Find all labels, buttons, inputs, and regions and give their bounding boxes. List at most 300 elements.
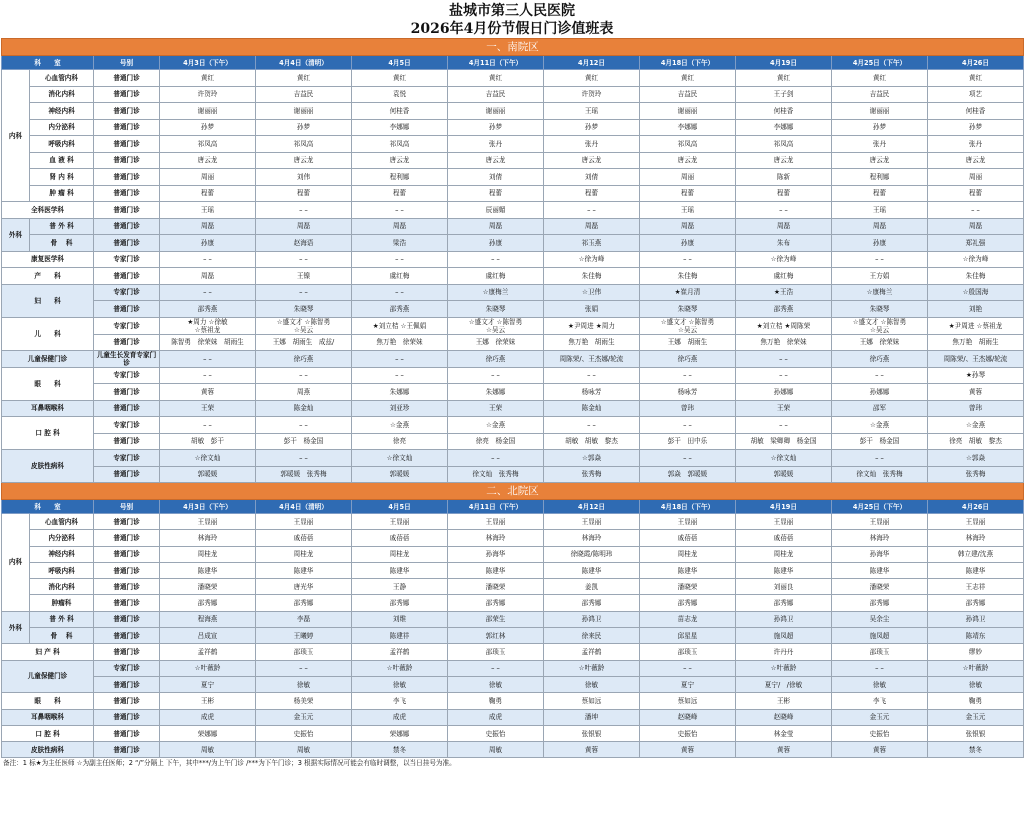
schedule-cell: 梁浩 bbox=[352, 235, 448, 252]
schedule-cell: 焦万艳 徐荣妹 bbox=[736, 334, 832, 350]
schedule-cell: 徐巧燕 bbox=[640, 350, 736, 367]
schedule-cell: ★尹周进 ☆蔡祖龙 bbox=[928, 317, 1024, 334]
schedule-cell: 王荣 bbox=[736, 400, 832, 417]
schedule-cell: 史振怡 bbox=[448, 725, 544, 741]
schedule-cell: 邵琐玉 bbox=[256, 644, 352, 660]
schedule-cell: – – bbox=[256, 202, 352, 219]
schedule-cell: 潘坤 bbox=[544, 709, 640, 725]
schedule-cell: – – bbox=[256, 367, 352, 384]
schedule-cell: 陈建华 bbox=[736, 562, 832, 578]
schedule-cell: – – bbox=[352, 367, 448, 384]
schedule-cell: 唐云龙 bbox=[256, 152, 352, 169]
schedule-cell: 刘亚珍 bbox=[352, 400, 448, 417]
dept-name: 产 科 bbox=[2, 268, 94, 285]
schedule-cell: ★孙琴 bbox=[928, 367, 1024, 384]
schedule-cell: 王瑶 bbox=[544, 103, 640, 120]
schedule-cell: – – bbox=[928, 202, 1024, 219]
table-row bbox=[2, 433, 1024, 450]
table-row bbox=[2, 400, 1024, 417]
schedule-cell: 唐云龙 bbox=[736, 152, 832, 169]
schedule-cell: 陈建华 bbox=[352, 562, 448, 578]
schedule-cell: 李娜娜 bbox=[352, 119, 448, 136]
schedule-cell: 许贺玲 bbox=[160, 86, 256, 103]
table-row bbox=[2, 742, 1024, 758]
schedule-cell: – – bbox=[640, 251, 736, 268]
header-cell: 号别 bbox=[94, 500, 160, 514]
schedule-cell: 姜凯 bbox=[544, 579, 640, 595]
table-row bbox=[2, 384, 1024, 401]
schedule-cell: – – bbox=[640, 417, 736, 434]
schedule-cell: – – bbox=[448, 660, 544, 676]
schedule-cell: 王志祥 bbox=[928, 579, 1024, 595]
table-row bbox=[2, 86, 1024, 103]
sub-dept: 肿 瘤 科 bbox=[30, 185, 94, 202]
schedule-cell: 孙梦 bbox=[160, 119, 256, 136]
table-row bbox=[2, 350, 1024, 367]
column-header-row bbox=[2, 500, 1024, 514]
schedule-cell: 邵秀娜 bbox=[448, 595, 544, 611]
schedule-cell: 荣娜娜 bbox=[352, 725, 448, 741]
table-row bbox=[2, 628, 1024, 644]
schedule-cell: 徐亮 bbox=[352, 433, 448, 450]
schedule-cell: ★刘立桔 ☆王佩娟 bbox=[352, 317, 448, 334]
header-cell: 4月4日（清明） bbox=[256, 56, 352, 70]
schedule-cell: 施凤超 bbox=[736, 628, 832, 644]
table-row bbox=[2, 119, 1024, 136]
schedule-cell: 邵秀娜 bbox=[160, 595, 256, 611]
schedule-cell: 陈智勇 徐荣妹 胡雨生 bbox=[160, 334, 256, 350]
sub-dept: 心血管内科 bbox=[30, 70, 94, 87]
schedule-cell: 王子剑 bbox=[736, 86, 832, 103]
schedule-cell: 王显丽 bbox=[352, 514, 448, 530]
schedule-cell: 王显丽 bbox=[736, 514, 832, 530]
schedule-cell: 韩立建/沈燕 bbox=[928, 546, 1024, 562]
schedule-cell: 程利娜 bbox=[352, 169, 448, 186]
schedule-cell: 黄红 bbox=[928, 70, 1024, 87]
schedule-cell: 曾玮 bbox=[640, 400, 736, 417]
table-row bbox=[2, 235, 1024, 252]
schedule-cell: 周敏 bbox=[160, 742, 256, 758]
header-dept: 科 室 bbox=[2, 500, 94, 514]
schedule-title: 2026年4月份节假日门诊值班表 bbox=[410, 21, 614, 37]
schedule-cell: ★崔月清 bbox=[640, 284, 736, 301]
schedule-cell: 程利娜 bbox=[832, 169, 928, 186]
schedule-cell: – – bbox=[736, 350, 832, 367]
schedule-cell: 王瑶 bbox=[160, 202, 256, 219]
schedule-cell: 鞠勇 bbox=[448, 693, 544, 709]
dept-name: 口 腔 科 bbox=[2, 725, 94, 741]
schedule-cell: 程蕾 bbox=[832, 185, 928, 202]
schedule-cell: 朱娜娜 bbox=[352, 384, 448, 401]
schedule-cell: 成虎 bbox=[160, 709, 256, 725]
schedule-cell: 邵秀娜 bbox=[640, 595, 736, 611]
schedule-cell: 黄红 bbox=[256, 70, 352, 87]
clinic-type: 普通门诊 bbox=[94, 466, 160, 483]
table-row bbox=[2, 644, 1024, 660]
header-cell: 4月3日（下午） bbox=[160, 56, 256, 70]
schedule-cell: 戚蓓蓓 bbox=[256, 530, 352, 546]
schedule-cell: 荣娜娜 bbox=[160, 725, 256, 741]
schedule-cell: 朱娜娜 bbox=[448, 384, 544, 401]
clinic-type: 普通门诊 bbox=[94, 136, 160, 153]
schedule-cell: 周桂龙 bbox=[640, 546, 736, 562]
schedule-cell: 邵琐玉 bbox=[448, 644, 544, 660]
schedule-cell: 杨美荣 bbox=[256, 693, 352, 709]
table-row bbox=[2, 284, 1024, 301]
schedule-cell: 王瑶 bbox=[640, 202, 736, 219]
column-header-row bbox=[2, 56, 1024, 70]
clinic-type: 普通门诊 bbox=[94, 611, 160, 627]
schedule-cell: 何桂香 bbox=[352, 103, 448, 120]
clinic-type: 普通门诊 bbox=[94, 268, 160, 285]
schedule-cell: 徐巧燕 bbox=[832, 350, 928, 367]
schedule-cell: 王彬 bbox=[160, 693, 256, 709]
table-row bbox=[2, 152, 1024, 169]
table-row bbox=[2, 103, 1024, 120]
table-row bbox=[2, 466, 1024, 483]
schedule-cell: ☆盛文才 ☆陈智勇 ☆吴云 bbox=[256, 317, 352, 334]
schedule-cell: 程蕾 bbox=[256, 185, 352, 202]
schedule-cell: 周磊 bbox=[544, 218, 640, 235]
schedule-cell: 程蕾 bbox=[352, 185, 448, 202]
schedule-cell: 祁凤高 bbox=[640, 136, 736, 153]
table-row bbox=[2, 70, 1024, 87]
schedule-cell: 张娟 bbox=[544, 301, 640, 318]
schedule-cell: 李飞 bbox=[352, 693, 448, 709]
schedule-cell: 邵秀娜 bbox=[256, 595, 352, 611]
schedule-cell: 徐晓霞/陈明玮 bbox=[544, 546, 640, 562]
schedule-cell: 徐亮 杨金国 bbox=[448, 433, 544, 450]
table-row bbox=[2, 334, 1024, 350]
schedule-cell: – – bbox=[352, 202, 448, 219]
clinic-type: 普通门诊 bbox=[94, 644, 160, 660]
schedule-cell: 赵晓峰 bbox=[640, 709, 736, 725]
schedule-cell: 郭焱 郭暖媛 bbox=[640, 466, 736, 483]
clinic-type: 普通门诊 bbox=[94, 433, 160, 450]
schedule-cell: 周丽 bbox=[928, 169, 1024, 186]
clinic-type: 普通门诊 bbox=[94, 546, 160, 562]
schedule-cell: 朱晓琴 bbox=[832, 301, 928, 318]
clinic-type: 普通门诊 bbox=[94, 235, 160, 252]
schedule-cell: 周磊 bbox=[160, 268, 256, 285]
sub-dept: 普 外 科 bbox=[30, 611, 94, 627]
schedule-cell: 郭暖媛 bbox=[352, 466, 448, 483]
schedule-cell: 蔡如远 bbox=[640, 693, 736, 709]
header-dept: 科 室 bbox=[2, 56, 94, 70]
schedule-cell: 邵秀娜 bbox=[928, 595, 1024, 611]
sub-dept: 消化内科 bbox=[30, 579, 94, 595]
schedule-cell: – – bbox=[352, 251, 448, 268]
schedule-cell: 朱佳梅 bbox=[640, 268, 736, 285]
schedule-cell: – – bbox=[352, 350, 448, 367]
schedule-cell: 谢丽丽 bbox=[640, 103, 736, 120]
schedule-cell: ☆盛文才 ☆陈智勇 ☆吴云 bbox=[640, 317, 736, 334]
schedule-cell: ☆殷国海 bbox=[928, 284, 1024, 301]
table-row bbox=[2, 367, 1024, 384]
header-cell: 4月3日（下午） bbox=[160, 500, 256, 514]
schedule-cell: ☆郭焱 bbox=[544, 450, 640, 467]
schedule-cell: 徐敏 bbox=[928, 676, 1024, 692]
dept-name: 妇 科 bbox=[2, 284, 94, 317]
schedule-cell: 张丹 bbox=[544, 136, 640, 153]
schedule-cell: 王娜 胡雨生 bbox=[640, 334, 736, 350]
schedule-cell: ☆叶薇龄 bbox=[928, 660, 1024, 676]
schedule-cell: 夏宁 bbox=[160, 676, 256, 692]
schedule-cell: 孙梦 bbox=[928, 119, 1024, 136]
schedule-cell: 刘艳 bbox=[928, 301, 1024, 318]
schedule-cell: 苗志龙 bbox=[640, 611, 736, 627]
schedule-cell: 周燕 bbox=[256, 384, 352, 401]
schedule-cell: 虞红梅 bbox=[352, 268, 448, 285]
schedule-cell: 张秀梅 bbox=[544, 466, 640, 483]
schedule-cell: 徐敏 bbox=[544, 676, 640, 692]
schedule-cell: – – bbox=[640, 450, 736, 467]
schedule-cell: 黄红 bbox=[640, 70, 736, 87]
table-row bbox=[2, 514, 1024, 530]
schedule-cell: – – bbox=[256, 251, 352, 268]
schedule-cell: 张银银 bbox=[928, 725, 1024, 741]
schedule-cell: 徐巧燕 bbox=[448, 350, 544, 367]
schedule-cell: 王娜 徐荣妹 bbox=[832, 334, 928, 350]
sub-dept: 呼吸内科 bbox=[30, 562, 94, 578]
schedule-cell: 周丽 bbox=[160, 169, 256, 186]
schedule-cell: 黄红 bbox=[160, 70, 256, 87]
clinic-type: 普通门诊 bbox=[94, 169, 160, 186]
sub-dept: 肾 内 科 bbox=[30, 169, 94, 186]
header-cell: 4月18日（下午） bbox=[640, 500, 736, 514]
schedule-cell: 史振怡 bbox=[256, 725, 352, 741]
schedule-cell: 陈建华 bbox=[448, 562, 544, 578]
schedule-cell: 周磊 bbox=[832, 218, 928, 235]
schedule-cell: 周桂龙 bbox=[352, 546, 448, 562]
sub-dept: 神经内科 bbox=[30, 546, 94, 562]
dept-name: 儿童保健门诊 bbox=[2, 660, 94, 693]
schedule-cell: ☆盛文才 ☆陈智勇 ☆吴云 bbox=[448, 317, 544, 334]
schedule-cell: 孙康 bbox=[448, 235, 544, 252]
schedule-cell: 孙梦 bbox=[544, 119, 640, 136]
schedule-cell: 谢丽丽 bbox=[256, 103, 352, 120]
schedule-cell: 王娜 徐荣妹 bbox=[448, 334, 544, 350]
schedule-cell: 孙鸿卫 bbox=[544, 611, 640, 627]
schedule-cell: 杨咏芳 bbox=[544, 384, 640, 401]
schedule-cell: 王显丽 bbox=[832, 514, 928, 530]
dept-name: 全科医学科 bbox=[2, 202, 94, 219]
schedule-cell: 周丽 bbox=[640, 169, 736, 186]
schedule-cell: 陈建华 bbox=[832, 562, 928, 578]
schedule-cell: – – bbox=[256, 660, 352, 676]
clinic-type: 专家门诊 bbox=[94, 317, 160, 334]
dept-name: 皮肤性病科 bbox=[2, 742, 94, 758]
schedule-cell: ☆康梅兰 bbox=[448, 284, 544, 301]
schedule-cell: 唐云龙 bbox=[544, 152, 640, 169]
schedule-cell: ☆康梅兰 bbox=[832, 284, 928, 301]
sub-dept: 消化内科 bbox=[30, 86, 94, 103]
schedule-cell: 许丹丹 bbox=[736, 644, 832, 660]
schedule-cell: 周敏 bbox=[256, 742, 352, 758]
schedule-cell: 禁冬 bbox=[928, 742, 1024, 758]
schedule-cell: 虞红梅 bbox=[448, 268, 544, 285]
dept-name: 儿 科 bbox=[2, 317, 94, 350]
dept-name: 耳鼻咽喉科 bbox=[2, 400, 94, 417]
dept-name: 儿童保健门诊 bbox=[2, 350, 94, 367]
schedule-cell: ☆徐为峰 bbox=[928, 251, 1024, 268]
schedule-cell: 陈新 bbox=[736, 169, 832, 186]
schedule-cell: 焦万艳 胡雨生 bbox=[544, 334, 640, 350]
schedule-cell: 潘晓荣 bbox=[640, 579, 736, 595]
schedule-cell: 林海玲 bbox=[160, 530, 256, 546]
dept-group: 内科 bbox=[2, 70, 30, 202]
schedule-cell: – – bbox=[640, 367, 736, 384]
schedule-cell: 王荣 bbox=[160, 400, 256, 417]
schedule-cell: ☆叶薇龄 bbox=[160, 660, 256, 676]
clinic-type: 普通门诊 bbox=[94, 514, 160, 530]
clinic-type: 普通门诊 bbox=[94, 400, 160, 417]
schedule-cell: 吉益民 bbox=[448, 86, 544, 103]
clinic-type: 专家门诊 bbox=[94, 251, 160, 268]
schedule-cell: 邵秀燕 bbox=[160, 301, 256, 318]
schedule-cell: ☆叶薇龄 bbox=[352, 660, 448, 676]
schedule-cell: 谢丽丽 bbox=[448, 103, 544, 120]
schedule-cell: 周磊 bbox=[352, 218, 448, 235]
schedule-cell: 曾玮 bbox=[928, 400, 1024, 417]
schedule-cell: – – bbox=[160, 350, 256, 367]
schedule-cell: 周陈荣/、王杰娜/轮流 bbox=[544, 350, 640, 367]
sub-dept: 心血管内科 bbox=[30, 514, 94, 530]
section-title: 二、北院区 bbox=[2, 483, 1024, 500]
schedule-cell: 史振怡 bbox=[832, 725, 928, 741]
schedule-cell: 祁凤高 bbox=[736, 136, 832, 153]
schedule-cell: 郑礼强 bbox=[928, 235, 1024, 252]
schedule-cell: 吉益民 bbox=[640, 86, 736, 103]
schedule-cell: ★尹周进 ★周力 bbox=[544, 317, 640, 334]
schedule-cell: 孙康 bbox=[832, 235, 928, 252]
schedule-cell: 黄红 bbox=[448, 70, 544, 87]
schedule-cell: 邵秀娜 bbox=[544, 595, 640, 611]
schedule-cell: ★周力 ☆徐敏 ☆蔡祖龙 bbox=[160, 317, 256, 334]
clinic-type: 普通门诊 bbox=[94, 384, 160, 401]
sub-dept: 血 液 科 bbox=[30, 152, 94, 169]
clinic-type: 普通门诊 bbox=[94, 301, 160, 318]
schedule-cell: 周桂龙 bbox=[736, 546, 832, 562]
schedule-cell: 吉益民 bbox=[832, 86, 928, 103]
schedule-cell: 周磊 bbox=[928, 218, 1024, 235]
schedule-cell: 夏宁/ /徐敏 bbox=[736, 676, 832, 692]
sub-dept: 内分泌科 bbox=[30, 530, 94, 546]
schedule-cell: 胡敏 梁卿卿 杨金国 bbox=[736, 433, 832, 450]
schedule-cell: 郭暖媛 bbox=[736, 466, 832, 483]
schedule-cell: – – bbox=[256, 284, 352, 301]
schedule-cell: 孟祥鹤 bbox=[544, 644, 640, 660]
schedule-cell: ☆徐为峰 bbox=[736, 251, 832, 268]
schedule-cell: 戚蓓蓓 bbox=[352, 530, 448, 546]
table-row bbox=[2, 417, 1024, 434]
schedule-cell: 赵海语 bbox=[256, 235, 352, 252]
table-row bbox=[2, 611, 1024, 627]
schedule-cell: 吕成宣 bbox=[160, 628, 256, 644]
schedule-cell: 李飞 bbox=[832, 693, 928, 709]
header-cell: 4月5日 bbox=[352, 56, 448, 70]
schedule-cell: – – bbox=[544, 367, 640, 384]
header-cell: 4月11日（下午） bbox=[448, 500, 544, 514]
schedule-cell: 孙海华 bbox=[448, 546, 544, 562]
schedule-cell: 孙康 bbox=[160, 235, 256, 252]
schedule-cell: 邵琐玉 bbox=[640, 644, 736, 660]
schedule-cell: 王显丽 bbox=[928, 514, 1024, 530]
schedule-cell: 王镍 bbox=[256, 268, 352, 285]
schedule-cell: 黄红 bbox=[352, 70, 448, 87]
clinic-type: 普通门诊 bbox=[94, 579, 160, 595]
schedule-cell: 戚蓓蓓 bbox=[736, 530, 832, 546]
schedule-cell: 李娜娜 bbox=[736, 119, 832, 136]
schedule-cell: 李娜娜 bbox=[640, 119, 736, 136]
clinic-type: 普通门诊 bbox=[94, 185, 160, 202]
table-row bbox=[2, 251, 1024, 268]
schedule-cell: 王瑶 bbox=[832, 202, 928, 219]
schedule-cell: 袁悦 bbox=[352, 86, 448, 103]
section-header bbox=[2, 483, 1024, 500]
clinic-type: 普通门诊 bbox=[94, 218, 160, 235]
schedule-cell: ☆徐文灿 bbox=[736, 450, 832, 467]
schedule-cell: 王显丽 bbox=[160, 514, 256, 530]
schedule-cell: 朱晓琴 bbox=[256, 301, 352, 318]
header-cell: 4月18日（下午） bbox=[640, 56, 736, 70]
schedule-cell: 陈靖东 bbox=[928, 628, 1024, 644]
schedule-cell: 许贺玲 bbox=[544, 86, 640, 103]
clinic-type: 普通门诊 bbox=[94, 676, 160, 692]
schedule-cell: 张丹 bbox=[832, 136, 928, 153]
schedule-cell: – – bbox=[640, 660, 736, 676]
schedule-cell: 程蕾 bbox=[544, 185, 640, 202]
schedule-cell: ★刘立桔 ★周陈荣 bbox=[736, 317, 832, 334]
clinic-type: 普通门诊 bbox=[94, 595, 160, 611]
schedule-cell: 徐敏 bbox=[832, 676, 928, 692]
schedule-cell: 邵秀燕 bbox=[352, 301, 448, 318]
schedule-cell: 成虎 bbox=[448, 709, 544, 725]
clinic-type: 普通门诊 bbox=[94, 103, 160, 120]
schedule-cell: 孙康 bbox=[640, 235, 736, 252]
table-row bbox=[2, 562, 1024, 578]
table-row bbox=[2, 709, 1024, 725]
schedule-cell: 徐来民 bbox=[544, 628, 640, 644]
schedule-cell: 朱晓琴 bbox=[448, 301, 544, 318]
schedule-cell: – – bbox=[256, 417, 352, 434]
schedule-cell: 周敏 bbox=[448, 742, 544, 758]
section-title: 一、南院区 bbox=[2, 39, 1024, 56]
schedule-cell: 陈建华 bbox=[544, 562, 640, 578]
schedule-cell: 唐云龙 bbox=[640, 152, 736, 169]
sub-dept: 肿瘤科 bbox=[30, 595, 94, 611]
header-cell: 4月26日 bbox=[928, 500, 1024, 514]
schedule-cell: 徐亮 胡敏 黎杰 bbox=[928, 433, 1024, 450]
schedule-cell: 徐敏 bbox=[352, 676, 448, 692]
schedule-cell: 黄蓉 bbox=[832, 742, 928, 758]
schedule-cell: 陈金灿 bbox=[544, 400, 640, 417]
schedule-cell: 徐文灿 张秀梅 bbox=[448, 466, 544, 483]
schedule-cell: 戚蓓蓓 bbox=[640, 530, 736, 546]
schedule-cell: 王静 bbox=[352, 579, 448, 595]
schedule-cell: ☆盛文才 ☆陈智勇 ☆吴云 bbox=[832, 317, 928, 334]
schedule-cell: 陈建华 bbox=[640, 562, 736, 578]
schedule-cell: 陈建华 bbox=[160, 562, 256, 578]
schedule-cell: 谢丽丽 bbox=[832, 103, 928, 120]
schedule-cell: 张银银 bbox=[544, 725, 640, 741]
header-cell: 号别 bbox=[94, 56, 160, 70]
schedule-cell: 杨咏芳 bbox=[640, 384, 736, 401]
schedule-cell: – – bbox=[352, 284, 448, 301]
schedule-cell: 孙梦 bbox=[448, 119, 544, 136]
clinic-type: 普通门诊 bbox=[94, 334, 160, 350]
dept-name: 眼 科 bbox=[2, 693, 94, 709]
